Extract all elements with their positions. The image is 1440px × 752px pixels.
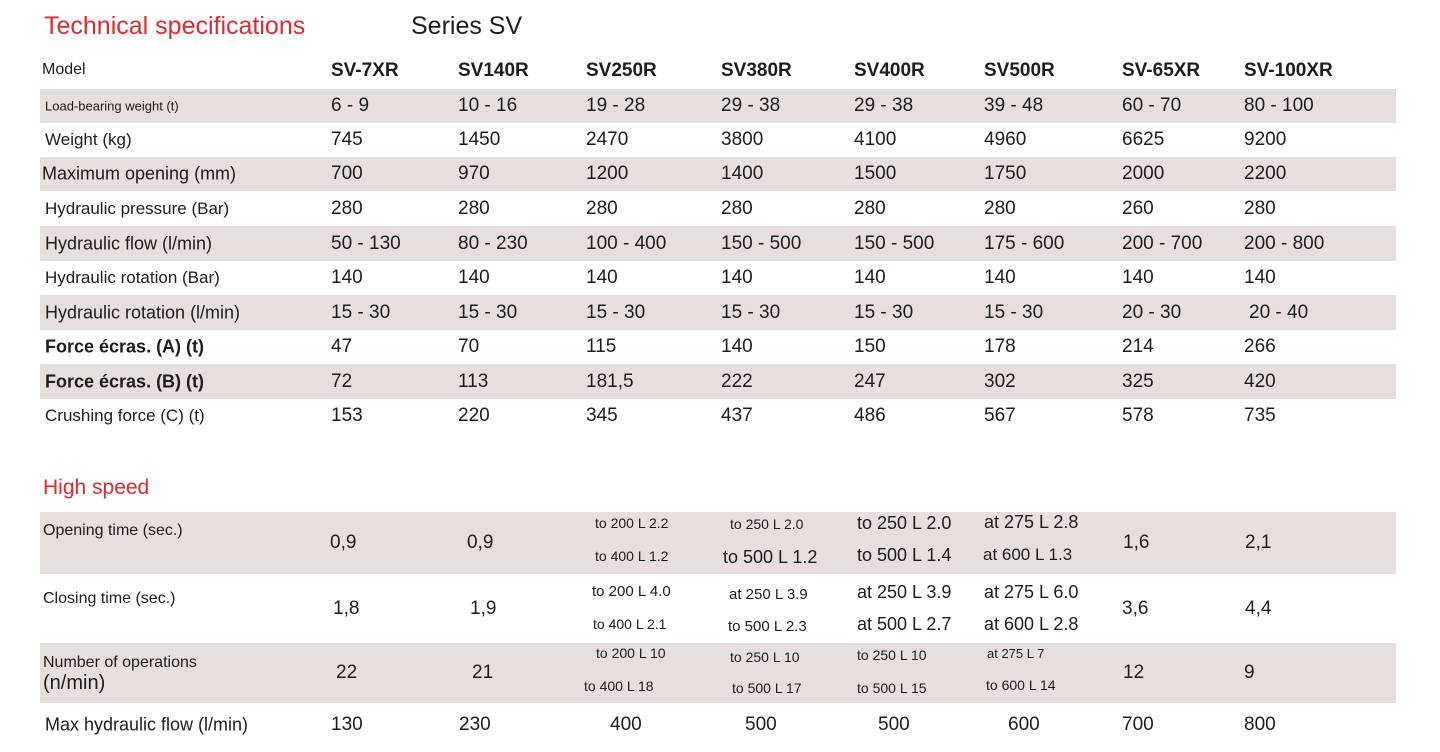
row-label: Hydraulic pressure (Bar) [45,198,230,218]
table-cell: 220 [458,405,490,426]
table-cell: 700 [331,163,363,184]
table-subcell: to 400 L 18 [584,678,654,694]
table-row [40,261,1396,295]
table-cell: 247 [854,370,886,392]
table-cell: 50 - 130 [331,232,401,254]
table-cell: 15 - 30 [721,301,781,323]
row-label: Crushing force (C) (t) [45,406,205,425]
table-subcell: at 275 L 2.8 [984,512,1079,532]
table-cell: 280 [1244,197,1276,219]
table-cell: 3,6 [1122,598,1149,619]
table-cell: 2200 [1244,163,1287,184]
table-subcell: at 500 L 2.7 [857,614,952,634]
table-cell: 20 - 30 [1122,301,1182,323]
table-cell: 70 [458,336,480,357]
table-subcell: to 250 L 10 [857,647,927,663]
table-cell: 113 [458,370,489,392]
row-label: Load-bearing weight (t) [45,98,179,114]
row-label: Opening time (sec.) [43,522,183,539]
table-cell: 80 - 230 [458,232,528,254]
table-row [40,157,1396,191]
table-cell: 60 - 70 [1122,95,1182,116]
table-cell: 140 [458,267,490,288]
table-subcell: to 250 L 2.0 [857,513,952,533]
table-cell: 140 [984,267,1016,288]
table-cell: 200 - 700 [1122,232,1203,254]
table-cell: 10 - 16 [458,95,518,116]
row-label: Maximum opening (mm) [42,163,237,184]
table-cell: 19 - 28 [586,95,646,116]
table-cell: 1,6 [1123,532,1150,553]
table-cell: 200 - 800 [1244,232,1325,254]
table-cell: 1400 [721,163,764,184]
table-cell: 280 [721,197,753,219]
table-cell: 1750 [984,163,1027,184]
table-cell: 181,5 [586,370,634,392]
row-label: Hydraulic rotation (Bar) [45,268,220,287]
table-cell: 0,9 [467,532,494,553]
table-cell: 140 [1244,267,1276,288]
table-cell: 140 [1122,267,1154,288]
table-subcell: at 250 L 3.9 [729,586,808,603]
table-cell: 420 [1244,370,1276,392]
row-label: Max hydraulic flow (l/min) [45,714,249,735]
table-cell: 735 [1244,405,1276,426]
table-cell: 80 - 100 [1244,95,1314,116]
table-cell: 140 [721,267,753,288]
table-cell: 500 [745,714,777,735]
series-title: Series SV [411,12,523,40]
page-title: Technical specifications [44,12,306,40]
table-cell: 39 - 48 [984,95,1044,116]
table-cell: 700 [1122,714,1154,735]
table-row [40,330,1396,364]
table-cell: 578 [1122,405,1154,426]
table-cell: 140 [586,267,618,288]
table-subcell: to 500 L 15 [857,680,927,696]
row-label: Hydraulic rotation (l/min) [45,302,241,322]
table-cell: 15 - 30 [854,301,914,323]
table-header-row [40,56,1396,86]
table-subcell: to 500 L 1.4 [857,545,952,565]
table-subcell: to 600 L 14 [986,677,1056,693]
table-cell: 486 [854,405,886,426]
table-cell: 15 - 30 [331,301,391,323]
table-row-operations [40,643,1396,703]
table-subcell: to 200 L 10 [596,645,666,661]
table-cell: 280 [331,197,363,219]
table-cell: 4,4 [1245,598,1272,619]
table-cell: 29 - 38 [854,95,914,116]
table-row [40,295,1396,330]
table-cell: 100 - 400 [586,232,667,254]
table-cell: 150 [854,336,886,357]
table-subcell: at 275 L 6.0 [984,582,1079,602]
table-row [40,399,1396,433]
table-cell: 1200 [586,163,629,184]
table-cell: 15 - 30 [458,301,518,323]
table-cell: 800 [1244,714,1276,735]
table-cell: 9 [1244,662,1255,683]
table-subcell: at 600 L 2.8 [984,614,1079,634]
table-cell: 9200 [1244,129,1287,150]
table-cell: 745 [331,129,363,150]
table-subcell: to 400 L 1.2 [595,548,669,564]
table-cell: 2470 [586,129,629,150]
model-header: SV-65XR [1122,60,1201,81]
table-cell: 325 [1122,370,1154,392]
table-subcell: to 250 L 2.0 [730,516,804,532]
table-cell: 12 [1123,662,1145,683]
table-subcell: at 600 L 1.3 [983,545,1073,564]
table-cell: 29 - 38 [721,95,781,116]
table-cell: 1,9 [470,598,497,619]
table-cell: 130 [331,714,363,735]
table-subcell: to 500 L 17 [732,680,802,696]
table-subcell: to 500 L 1.2 [723,547,818,567]
table-cell: 345 [586,405,618,426]
table-cell: 600 [1008,714,1040,735]
table-cell: 500 [878,714,910,735]
table-cell: 222 [721,370,753,392]
model-header: SV500R [984,60,1055,81]
table-cell: 437 [721,405,753,426]
table-cell: 21 [472,662,494,683]
table-cell: 6 - 9 [331,95,370,116]
table-cell: 175 - 600 [984,232,1065,254]
table-cell: 47 [331,336,353,357]
table-row-opening-time [40,512,1396,574]
table-cell: 214 [1122,336,1154,357]
row-label: Force écras. (B) (t) [45,371,205,391]
table-subcell: to 200 L 2.2 [595,515,669,531]
table-cell: 260 [1122,197,1154,219]
table-row [40,226,1396,261]
table-cell: 115 [586,336,617,357]
table-cell: 280 [458,197,490,219]
table-cell: 302 [984,370,1016,392]
table-cell: 4100 [854,129,897,150]
model-label: Model [42,61,86,78]
table-cell: 567 [984,405,1016,426]
table-cell: 2,1 [1245,532,1272,553]
table-cell: 280 [586,197,618,219]
table-cell: 266 [1244,336,1276,357]
row-label: Force écras. (A) (t) [45,336,205,357]
table-cell: 6625 [1122,129,1165,150]
table-cell: 3800 [721,129,764,150]
table-row [40,123,1396,157]
table-row [40,89,1396,123]
table-subcell: to 500 L 2.3 [728,618,807,635]
table-subcell: to 250 L 10 [730,649,800,665]
model-header: SV140R [458,60,529,81]
table-cell: 1450 [458,129,501,150]
table-cell: 15 - 30 [984,301,1044,323]
table-cell: 72 [331,370,353,392]
table-row-closing-time [40,575,1396,643]
table-subcell: to 400 L 2.1 [593,616,667,632]
table-subcell: to 200 L 4.0 [592,583,671,600]
table-cell: 230 [459,714,491,735]
table-cell: 140 [721,336,753,357]
table-cell: 0,9 [330,532,357,553]
table-cell: 2000 [1122,163,1165,184]
table-cell: 15 - 30 [586,301,646,323]
table-cell: 150 - 500 [854,232,935,254]
table-cell: 280 [984,197,1016,219]
model-header: SV-100XR [1244,60,1333,81]
row-label: Weight (kg) [45,130,132,149]
row-label: Hydraulic flow (l/min) [45,233,213,253]
table-cell: 1500 [854,163,897,184]
table-row [40,191,1396,226]
table-cell: 4960 [984,129,1027,150]
table-cell: 400 [610,714,642,735]
table-cell: 140 [854,267,886,288]
model-header: SV250R [586,60,657,81]
table-cell: 140 [331,267,363,288]
table-cell: 970 [458,163,490,184]
model-header: SV-7XR [331,60,399,81]
row-label: Number of operations [43,654,197,671]
section-title-high-speed: High speed [43,476,150,499]
table-cell: 178 [984,336,1016,357]
table-row [40,364,1396,399]
row-label: Closing time (sec.) [43,590,176,607]
table-cell: 280 [854,197,886,219]
model-header: SV400R [854,60,925,81]
table-subcell: at 250 L 3.9 [857,582,952,602]
table-cell: 22 [336,662,358,683]
table-subcell: at 275 L 7 [987,646,1045,661]
table-cell: 153 [331,405,363,426]
table-row-max-flow [40,707,1396,743]
table-cell: 1,8 [333,598,360,619]
model-header: SV380R [721,60,792,81]
table-cell: 20 - 40 [1249,301,1309,323]
row-label-unit: (n/min) [43,672,106,694]
table-cell: 150 - 500 [721,232,802,254]
